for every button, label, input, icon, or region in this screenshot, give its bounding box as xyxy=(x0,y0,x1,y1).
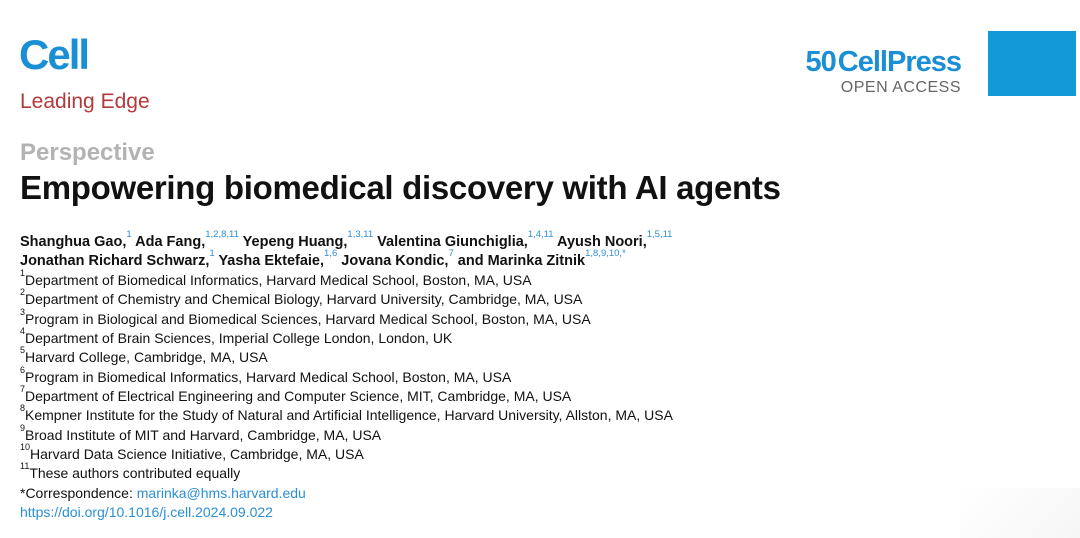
correspondence-line: *Correspondence: marinka@hms.harvard.edu xyxy=(20,484,306,501)
author-list xyxy=(20,229,673,271)
affiliation: $^8$Kempner Institute for the Study of Natural and Artificial Intelligence, Harvard University, Allston, MA, USA xyxy=(20,403,673,424)
equal-contribution-note: $^{11}$These authors contributed equally xyxy=(20,461,241,482)
corner-color-block xyxy=(988,31,1076,96)
publisher-branding xyxy=(806,48,961,96)
anniversary-50-icon: 50 xyxy=(805,46,836,78)
affiliation: $^9$Broad Institute of MIT and Harvard, Cambridge, MA, USA xyxy=(20,422,382,443)
author: Yepeng Huang,$^{1,3,11}$ xyxy=(242,229,374,250)
doi-link[interactable]: https://doi.org/10.1016/j.cell.2024.09.022 xyxy=(20,504,273,521)
cell-journal-logo: Cell xyxy=(19,31,89,78)
affiliation: $^4$Department of Brain Sciences, Imperial College London, London, UK xyxy=(20,326,453,347)
scan-shadow xyxy=(960,488,1080,538)
affiliation-list xyxy=(20,268,673,522)
author: Ada Fang,$^{1,2,8,11}$ xyxy=(135,229,239,250)
affiliation: $^6$Program in Biomedical Informatics, Harvard Medical School, Boston, MA, USA xyxy=(20,364,512,385)
article-title: Empowering biomedical discovery with AI agents xyxy=(20,169,781,206)
author-line xyxy=(20,229,673,252)
publisher-name: CellPress xyxy=(837,46,961,78)
affiliation: $^7$Department of Electrical Engineering and Computer Science, MIT, Cambridge, MA, USA xyxy=(20,384,572,405)
author: Yasha Ektefaie,$^{1,6}$ xyxy=(218,248,338,269)
corresponding-author: and Marinka Zitnik$^{1,8,9,10,*}$ xyxy=(457,248,626,269)
open-access-label: OPEN ACCESS xyxy=(840,79,961,96)
affiliation: $^1$Department of Biomedical Informatics, Harvard Medical School, Boston, MA, USA xyxy=(20,268,532,288)
author-line xyxy=(20,248,672,271)
author: Jovana Kondic,$^7$ xyxy=(341,248,454,269)
affiliation: $^2$Department of Chemistry and Chemical Biology, Harvard University, Cambridge, MA, USA xyxy=(20,287,583,308)
correspondence-email-link[interactable]: marinka@hms.harvard.edu xyxy=(136,484,306,501)
author: Valentina Giunchiglia,$^{1,4,11}$ xyxy=(377,229,554,250)
affiliation: $^{10}$Harvard Data Science Initiative, Cambridge, MA, USA xyxy=(20,442,364,463)
author: Ayush Noori,$^{1,5,11}$ xyxy=(557,229,673,250)
article-type: Perspective xyxy=(20,139,155,166)
section-label: Leading Edge xyxy=(20,90,150,113)
affiliation: $^5$Harvard College, Cambridge, MA, USA xyxy=(20,345,268,366)
author: Jonathan Richard Schwarz,$^1$ xyxy=(20,248,215,269)
cellpress-logo xyxy=(806,48,961,77)
affiliation: $^3$Program in Biological and Biomedical Sciences, Harvard Medical School, Boston, MA, USA xyxy=(20,306,591,327)
author: Shanghua Gao,$^1$ xyxy=(20,229,132,250)
